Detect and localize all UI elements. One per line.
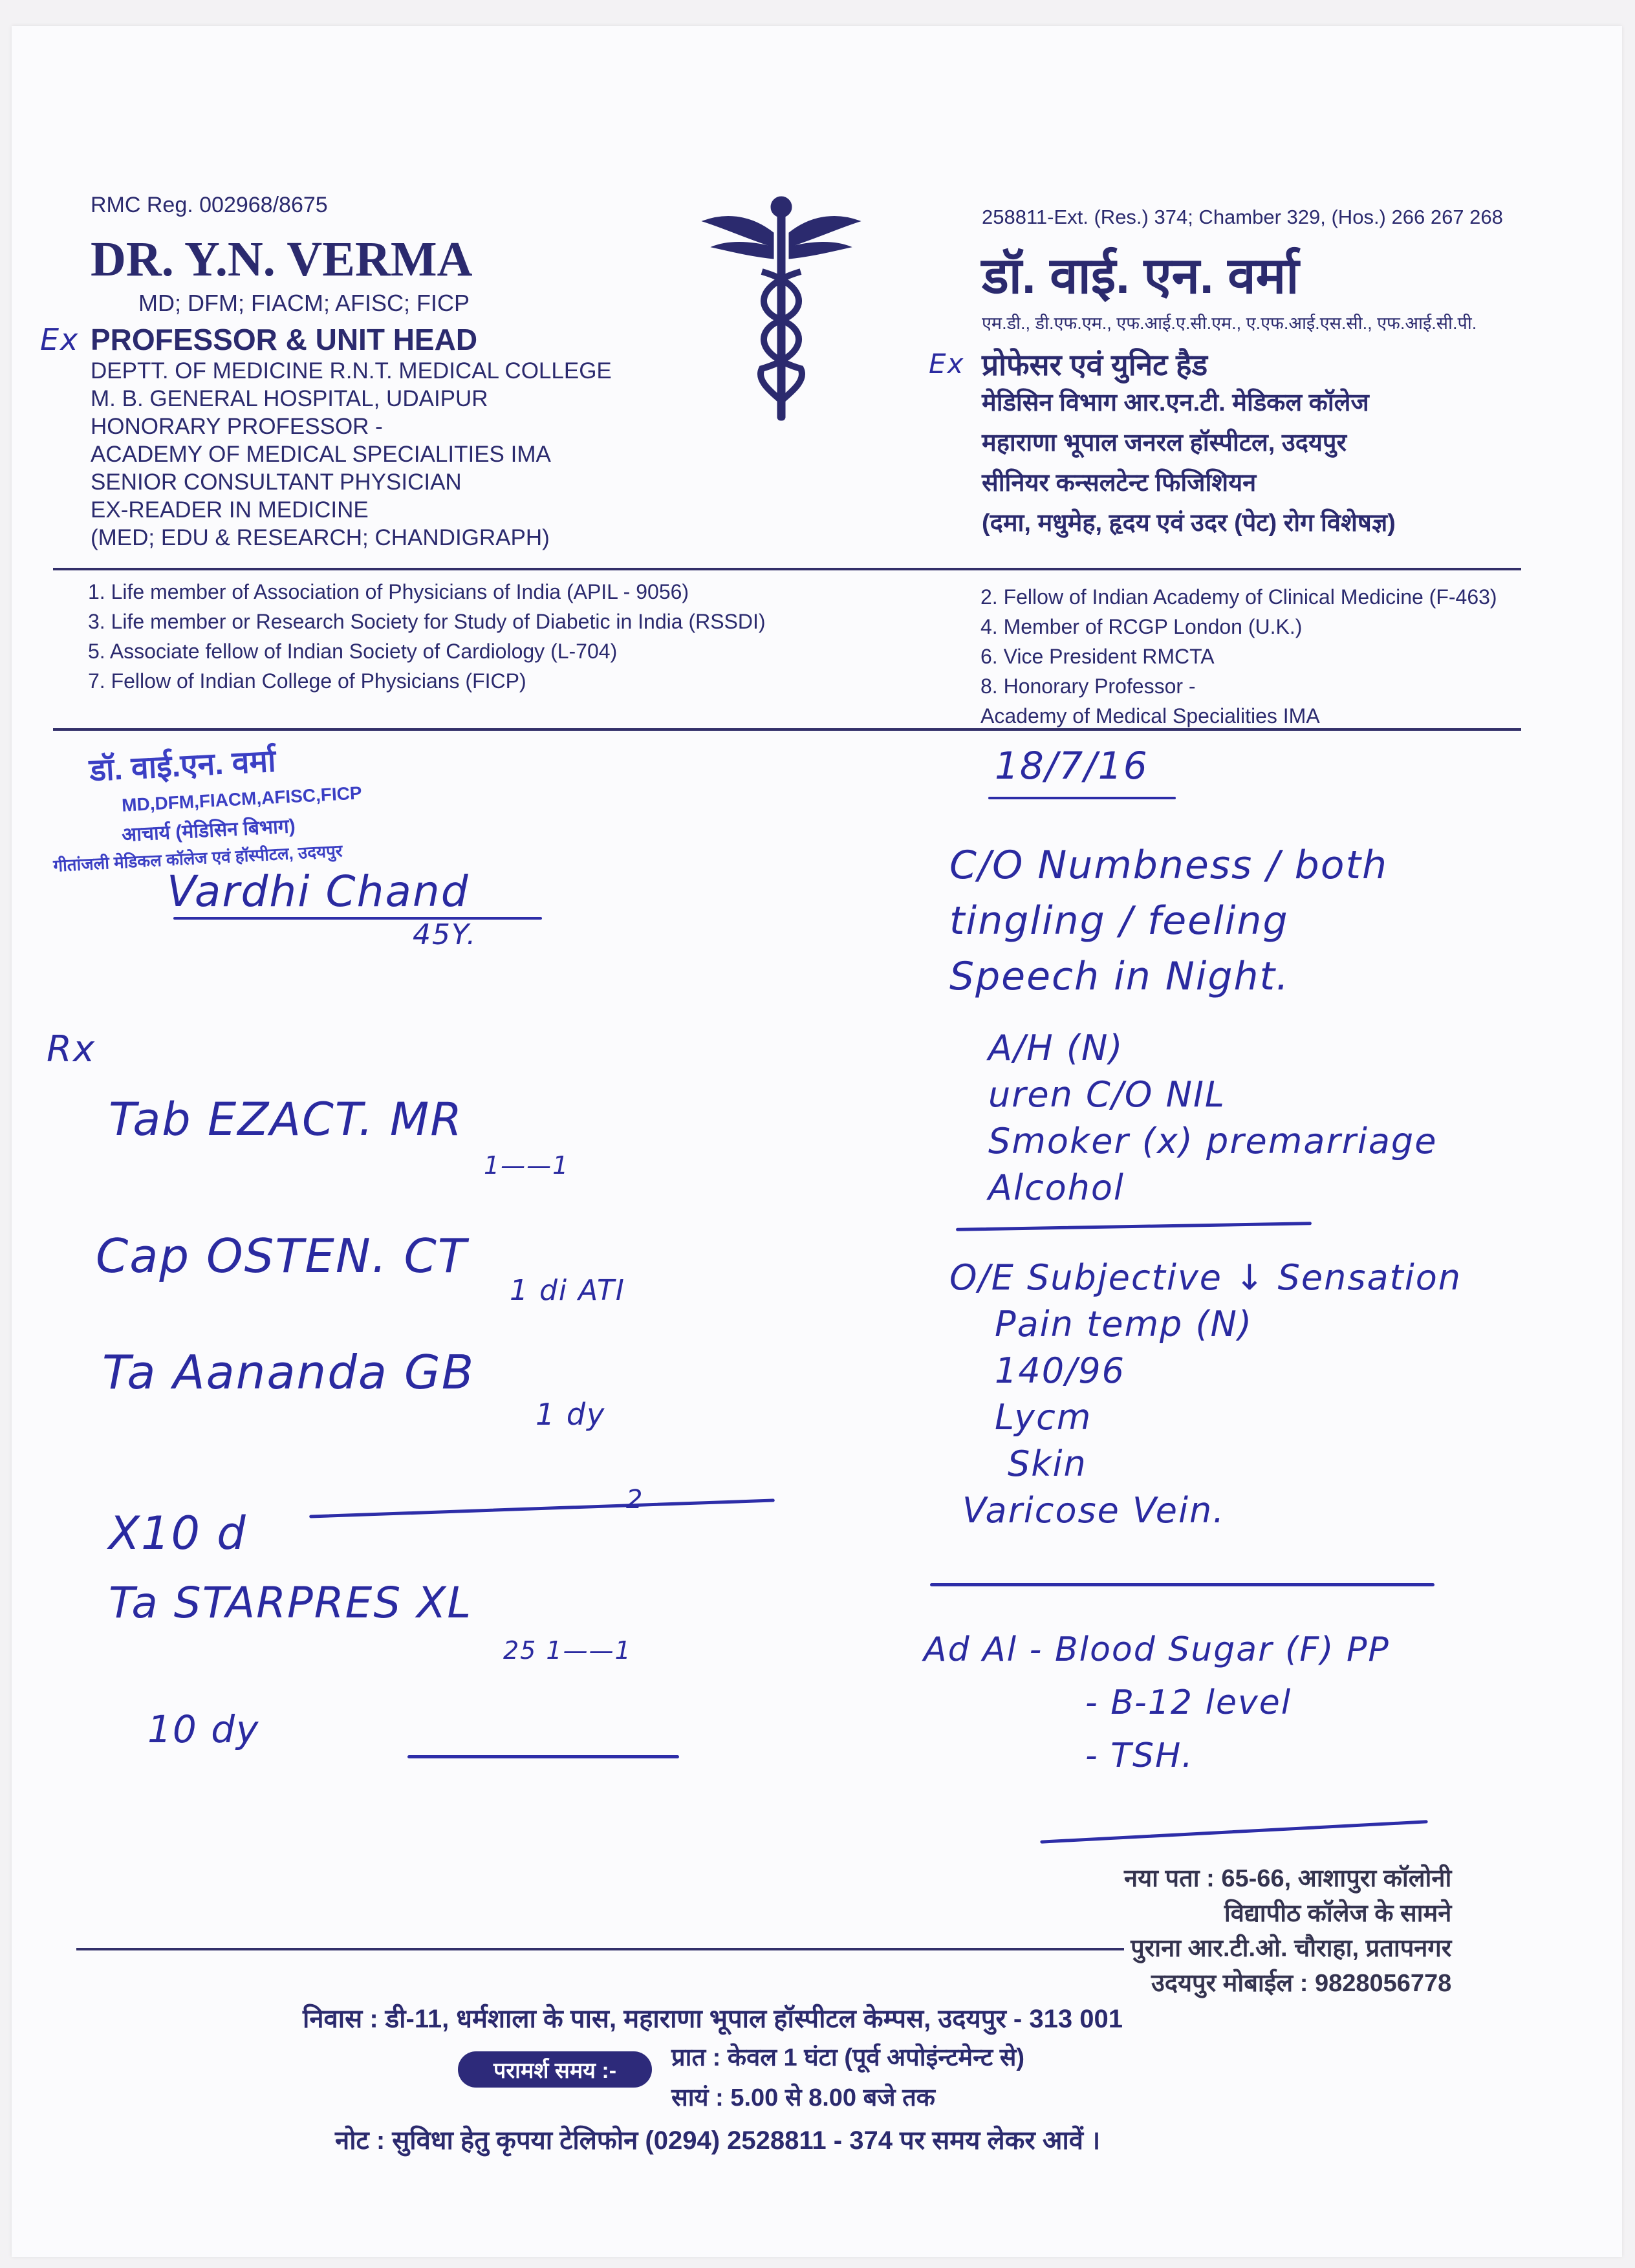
stamp-role: आचार्य (मेडिसिन बिभाग)	[121, 815, 296, 847]
membership-item: 3. Life member or Research Society for Study of Diabetic in India (RSSDI)	[88, 610, 766, 633]
note-line: Lycm	[995, 1397, 1092, 1438]
credential-line: ACADEMY OF MEDICAL SPECIALITIES IMA	[91, 442, 551, 467]
phone-numbers: 258811-Ext. (Res.) 374; Chamber 329, (Hos.) 266 267 268	[982, 206, 1503, 228]
credential-line-hindi: सीनियर कन्सलटेन्ट फिजिशियन	[982, 470, 1257, 497]
address-line: पुराना आर.टी.ओ. चौराहा, प्रतापनगर	[1131, 1935, 1452, 1962]
membership-item: 1. Life member of Association of Physicians of India (APIL - 9056)	[88, 580, 689, 603]
doctor-name-english: DR. Y.N. VERMA	[91, 232, 473, 286]
medicine-dose: 25 1——1	[503, 1636, 632, 1665]
note-line: C/O Numbness / both	[949, 843, 1389, 888]
credential-line-hindi: मेडिसिन विभाग आर.एन.टी. मेडिकल कॉलेज	[982, 389, 1369, 416]
note-line: - TSH.	[1085, 1736, 1194, 1775]
ex-mark: Ex	[40, 322, 80, 357]
residence-address: निवास : डी-11, धर्मशाला के पास, महाराणा भूपाल हॉस्पीटल केम्पस, उदयपुर - 313 001	[303, 2005, 1123, 2033]
medicine-dose: 1——1	[484, 1151, 570, 1180]
rx-symbol: Rx	[47, 1028, 96, 1070]
patient-name-underline	[173, 917, 542, 920]
consultation-time-label: परामर्श समय :-	[458, 2051, 652, 2088]
credential-line: M. B. GENERAL HOSPITAL, UDAIPUR	[91, 386, 488, 411]
medicine-line: Ta Aananda GB	[102, 1345, 475, 1399]
medicine-dose: 1 dy	[536, 1397, 606, 1432]
stamp-name: डॉ. वाई.एन. वर्मा	[88, 744, 277, 788]
new-address-stamp	[1124, 1861, 1451, 2001]
note-line: tingling / feeling	[949, 898, 1289, 944]
doctor-degrees-hindi: एम.डी., डी.एफ.एम., एफ.आई.ए.सी.एम., ए.एफ.आई.एस.सी., एफ.आई.सी.पी.	[982, 314, 1477, 333]
date-underline	[988, 797, 1176, 799]
credential-line-hindi: महाराणा भूपाल जनरल हॉस्पीटल, उदयपुर	[982, 429, 1347, 457]
stamp-institute: गीतांजली मेडिकल कॉलेज एवं हॉस्पीटल, उदयपुर	[52, 841, 343, 876]
note-line: Alcohol	[988, 1167, 1125, 1208]
membership-item: 2. Fellow of Indian Academy of Clinical Medicine (F-463)	[980, 585, 1497, 609]
morning-hours: प्रात : केवल 1 घंटा (पूर्व अपोइंन्टमेन्ट से)	[671, 2044, 1025, 2071]
note-line: Skin	[1008, 1443, 1087, 1484]
header-divider	[53, 568, 1521, 570]
note-line: Ad Al - Blood Sugar (F) PP	[924, 1630, 1390, 1669]
appointment-note: नोट : सुविधा हेतु कृपया टेलिफोन (0294) 2528811 - 374 पर समय लेकर आवें ।	[335, 2126, 1101, 2155]
patient-age: 45Y.	[413, 918, 477, 951]
credential-line: HONORARY PROFESSOR -	[91, 414, 383, 439]
investigation-notes	[924, 1623, 1390, 1782]
credential-line: SENIOR CONSULTANT PHYSICIAN	[91, 470, 462, 495]
memberships-left	[88, 577, 766, 696]
evening-hours: सायं : 5.00 से 8.00 बजे तक	[671, 2084, 935, 2111]
note-line: O/E Subjective ↓ Sensation	[949, 1257, 1462, 1298]
memberships-right	[980, 582, 1497, 731]
pen-stroke	[309, 1498, 775, 1518]
caduceus-icon	[697, 188, 865, 433]
address-line: नया पता : 65-66, आशापुरा कॉलोनी	[1124, 1865, 1452, 1892]
credential-line: (MED; EDU & RESEARCH; CHANDIGRAPH)	[91, 525, 550, 550]
doctor-title-hindi: प्रोफेसर एवं युनिट हैड	[982, 348, 1208, 382]
note-line: Smoker (x) premarriage	[988, 1121, 1438, 1161]
note-line: Varicose Vein.	[962, 1490, 1226, 1531]
membership-item: 5. Associate fellow of Indian Society of Cardiology (L-704)	[88, 640, 618, 663]
medicine-line: Tab EZACT. MR	[109, 1093, 463, 1146]
examination-notes	[949, 1255, 1462, 1534]
note-line: Speech in Night.	[949, 954, 1290, 999]
medicine-dose: 1 di ATI	[510, 1274, 625, 1307]
medicine-line: Cap OSTEN. CT	[96, 1229, 468, 1283]
clinical-notes	[949, 837, 1388, 1004]
note-line: A/H (N)	[988, 1028, 1124, 1068]
pen-stroke	[956, 1222, 1312, 1231]
pen-stroke	[407, 1755, 679, 1758]
membership-item: Academy of Medical Specialities IMA	[980, 704, 1320, 728]
address-line: विद्यापीठ कॉलेज के सामने	[1224, 1900, 1452, 1927]
credential-line: EX-READER IN MEDICINE	[91, 497, 369, 523]
duration-mark: 2	[626, 1485, 644, 1515]
pen-stroke	[1040, 1820, 1427, 1843]
membership-item: 8. Honorary Professor -	[980, 675, 1196, 698]
prescription-date: 18/7/16	[995, 744, 1149, 788]
membership-item: 4. Member of RCGP London (U.K.)	[980, 615, 1303, 638]
membership-item: 6. Vice President RMCTA	[980, 645, 1215, 668]
note-line: Pain temp (N)	[995, 1304, 1253, 1345]
pen-stroke	[930, 1583, 1435, 1586]
medicine-line: Ta STARPRES XL	[109, 1578, 473, 1628]
address-line: उदयपुर मोबाईल : 9828056778	[1151, 1970, 1452, 1997]
prescription-sheet	[12, 26, 1622, 2257]
registration-number: RMC Reg. 002968/8675	[91, 193, 328, 217]
ex-mark-hindi: Ex	[929, 348, 965, 380]
membership-item: 7. Fellow of Indian College of Physicians (FICP)	[88, 669, 526, 693]
doctor-title-english: PROFESSOR & UNIT HEAD	[91, 323, 478, 356]
doctor-name-hindi: डॉ. वाई. एन. वर्मा	[982, 247, 1299, 304]
history-notes	[988, 1025, 1437, 1211]
footer-divider	[76, 1948, 1124, 1950]
doctor-degrees-english: MD; DFM; FIACM; AFISC; FICP	[138, 290, 470, 316]
membership-divider	[53, 728, 1521, 731]
credential-line: DEPTT. OF MEDICINE R.N.T. MEDICAL COLLEGE	[91, 358, 612, 383]
stamp-degrees: MD,DFM,FIACM,AFISC,FICP	[121, 783, 363, 815]
left-credentials	[91, 357, 612, 552]
credential-line-hindi: (दमा, मधुमेह, हृदय एवं उदर (पेट) रोग विशेषज्ञ)	[982, 510, 1396, 537]
note-line: uren C/O NIL	[988, 1074, 1226, 1115]
patient-name: Vardhi Chand	[167, 867, 470, 916]
duration-line: 10 dy	[147, 1707, 260, 1751]
duration-line: X10 d	[109, 1507, 247, 1560]
right-credentials	[982, 383, 1396, 543]
note-line: 140/96	[995, 1350, 1125, 1391]
note-line: - B-12 level	[1085, 1683, 1292, 1722]
